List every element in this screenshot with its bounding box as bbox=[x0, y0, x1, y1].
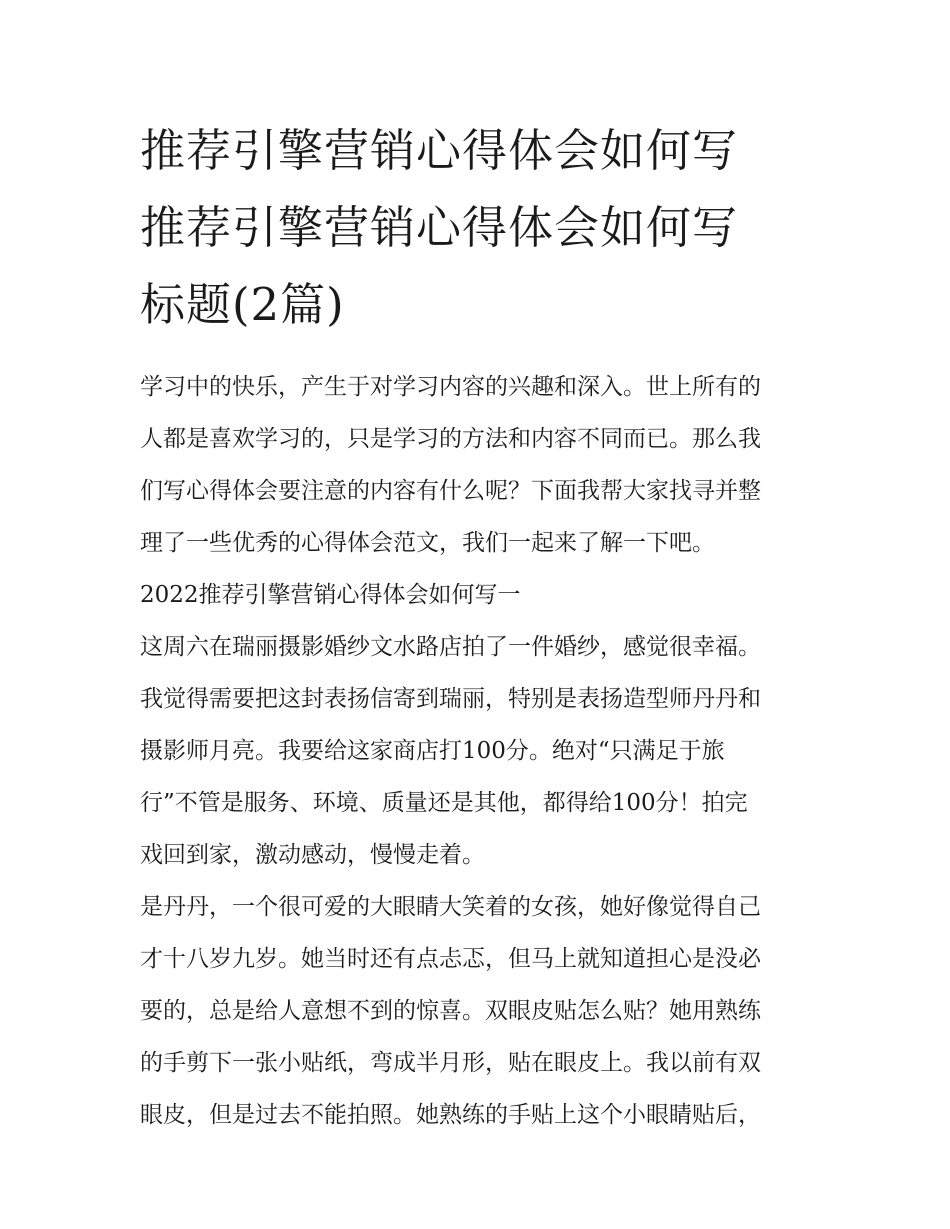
title-line: 标题(2篇) bbox=[140, 278, 345, 331]
text-line: 才十八岁九岁。她当时还有点忐忑，但马上就知道担心是没必 bbox=[140, 946, 761, 972]
text-line: 要的，总是给人意想不到的惊喜。双眼皮贴怎么贴？她用熟练 bbox=[140, 998, 761, 1024]
title-line: 推荐引擎营销心得体会如何写 bbox=[140, 201, 739, 254]
text-line: 们写心得体会要注意的内容有什么呢？下面我帮大家找寻并整 bbox=[140, 478, 761, 504]
text-line: 我觉得需要把这封表扬信寄到瑞丽，特别是表扬造型师丹丹和 bbox=[140, 686, 761, 712]
text-line: 理了一些优秀的心得体会范文，我们一起来了解一下吧。 bbox=[140, 530, 715, 556]
intro-paragraph bbox=[140, 361, 820, 569]
body-paragraph bbox=[140, 881, 820, 1141]
text-line: 这周六在瑞丽摄影婚纱文水路店拍了一件婚纱，感觉很幸福。 bbox=[140, 634, 761, 660]
section-heading bbox=[140, 569, 820, 621]
text-line: 学习中的快乐，产生于对学习内容的兴趣和深入。世上所有的 bbox=[140, 374, 761, 400]
text-line: 眼皮，但是过去不能拍照。她熟练的手贴上这个小眼睛贴后， bbox=[140, 1102, 761, 1128]
text-line: 摄影师月亮。我要给这家商店打100分。绝对“只满足于旅 bbox=[140, 738, 725, 764]
document-page bbox=[140, 112, 820, 1141]
text-line: 是丹丹，一个很可爱的大眼睛大笑着的女孩，她好像觉得自己 bbox=[140, 894, 761, 920]
title-line: 推荐引擎营销心得体会如何写 bbox=[140, 124, 739, 177]
text-line: 戏回到家，激动感动，慢慢走着。 bbox=[140, 842, 485, 868]
text-line: 2022推荐引擎营销心得体会如何写一 bbox=[140, 582, 521, 608]
body-paragraph bbox=[140, 621, 820, 881]
text-line: 的手剪下一张小贴纸，弯成半月形，贴在眼皮上。我以前有双 bbox=[140, 1050, 761, 1076]
document-title bbox=[140, 112, 820, 343]
text-line: 人都是喜欢学习的，只是学习的方法和内容不同而已。那么我 bbox=[140, 426, 761, 452]
text-line: 行”不管是服务、环境、质量还是其他，都得给100分！拍完 bbox=[140, 790, 748, 816]
